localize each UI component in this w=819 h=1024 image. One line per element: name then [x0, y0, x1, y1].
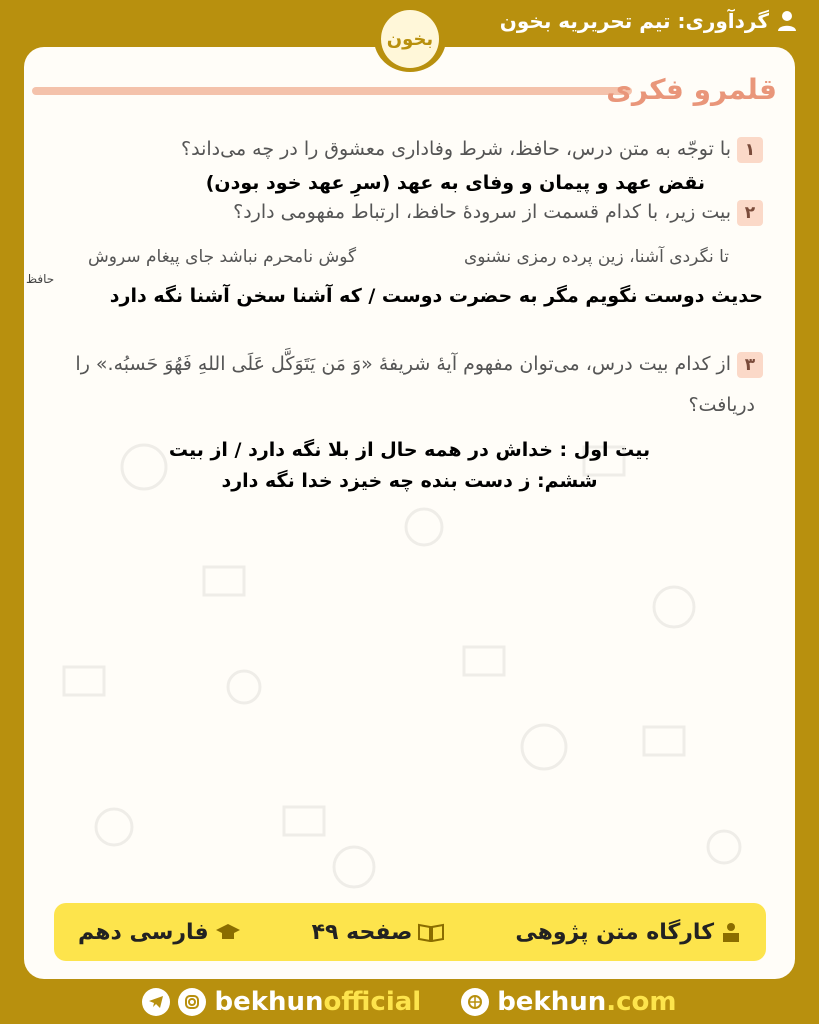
book-open-icon: [418, 922, 444, 942]
bottom-banner: [54, 903, 766, 961]
question-text: بیت زیر، با کدام قسمت از سرودهٔ حافظ، ارتباط مفهومی دارد؟: [233, 201, 731, 223]
telegram-icon[interactable]: [142, 988, 170, 1016]
page-number-text: صفحه ۴۹: [311, 919, 413, 945]
question-number: ۳: [737, 352, 763, 378]
instagram-icon[interactable]: [178, 988, 206, 1016]
globe-icon: [461, 988, 489, 1016]
question-3-continued: دریافت؟: [688, 394, 755, 416]
question-1: [181, 137, 763, 163]
website-link[interactable]: [461, 987, 676, 1017]
brand-logo: [374, 6, 446, 72]
website-accent: .com: [606, 986, 677, 1017]
question-text: از کدام بیت درس، می‌توان مفهوم آیهٔ شریفهٔ «وَ مَن یَتَوَکَّل عَلَی اللهِ فَهُوَ حَسبُه.» را: [75, 353, 731, 375]
graduation-cap-icon: [215, 922, 241, 942]
footer: [0, 979, 819, 1024]
credit-text: گردآوری: تیم تحریریه بخون: [499, 9, 769, 33]
workshop-text: کارگاه متن پژوهی: [515, 919, 714, 945]
logo-text: بخون: [386, 28, 434, 50]
answer-2: حدیث دوست نگویم مگر به حضرت دوست / که آشنا سخن آشنا نگه دارد: [109, 285, 763, 307]
question-text: با توجّه به متن درس، حافظ، شرط وفاداری معشوق را در چه می‌داند؟: [181, 138, 731, 160]
question-number: ۲: [737, 200, 763, 226]
question-number: ۱: [737, 137, 763, 163]
question-2: [233, 200, 763, 226]
section-divider: [32, 87, 632, 95]
verse-second-half: گوش نامحرم نباشد جای پیغام سروش: [88, 247, 357, 267]
answer-3-line-1: بیت اول : خداش در همه حال از بلا نگه دارد / از بیت: [168, 439, 651, 461]
answer-1: نقض عهد و پیمان و وفای به عهد (سرِ عهد خود بودن): [205, 172, 705, 194]
social-handle[interactable]: [142, 987, 421, 1017]
section-title: قلمرو فکری: [606, 73, 777, 106]
social-handle-main: bekhun: [214, 986, 324, 1017]
answer-3-line-2: ششم: ز دست بنده چه خیزد خدا نگه دارد: [221, 470, 598, 492]
verse-first-half: تا نگردی آشنا، زین پرده رمزی نشنوی: [463, 247, 729, 267]
credit: [500, 9, 797, 33]
user-icon: [777, 10, 797, 32]
book-label: [78, 920, 241, 945]
website-main: bekhun: [497, 986, 607, 1017]
book-name-text: فارسی دهم: [78, 919, 209, 945]
teacher-icon: [720, 921, 742, 943]
social-handle-accent: official: [323, 986, 422, 1017]
workshop-label: [515, 920, 742, 945]
poet-name: حافظ: [26, 272, 55, 286]
question-3: [75, 352, 763, 378]
content-card: [24, 47, 795, 979]
page-label: [312, 920, 445, 945]
